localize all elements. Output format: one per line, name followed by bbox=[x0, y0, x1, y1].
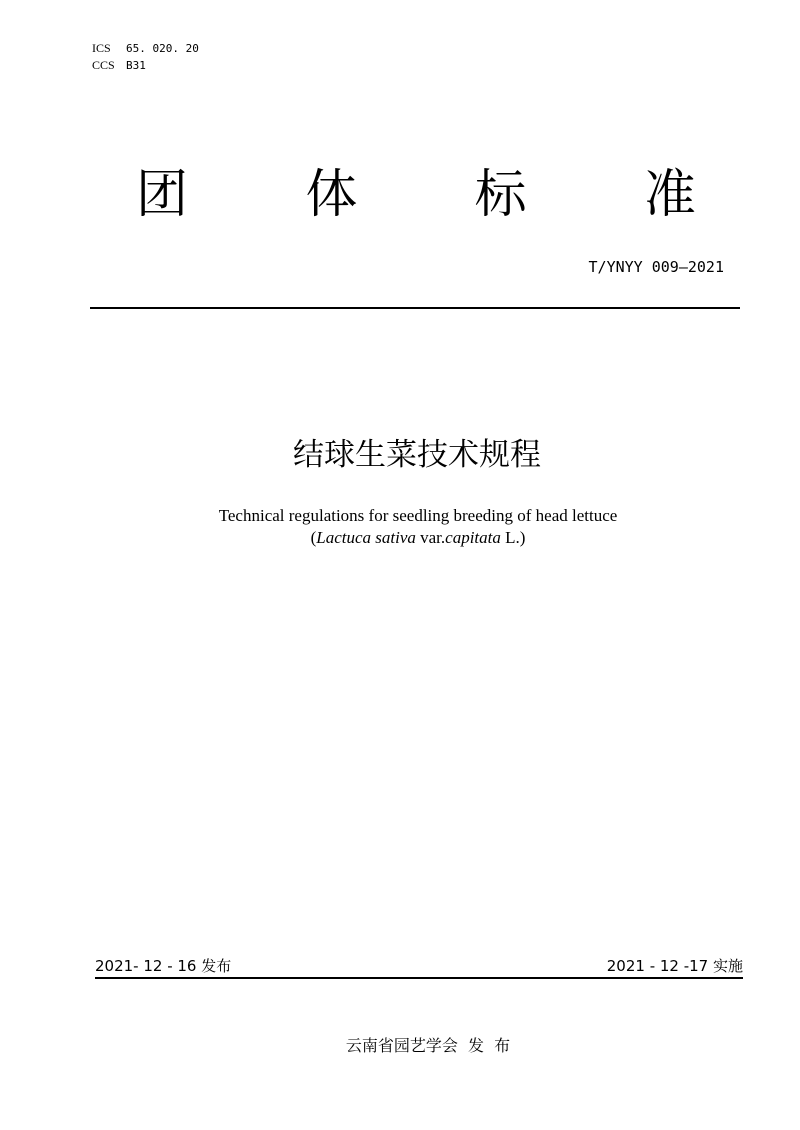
standard-type-char-1: 团 bbox=[136, 165, 189, 225]
document-title-en bbox=[0, 505, 800, 549]
publish-date: 2021- 12 - 16 发布 bbox=[95, 957, 232, 975]
ccs-row bbox=[92, 57, 199, 74]
ics-label: ICS bbox=[92, 41, 111, 55]
standard-type-heading bbox=[92, 160, 740, 230]
title-en-species: Lactuca sativa bbox=[316, 528, 416, 547]
standard-type-char-4: 准 bbox=[643, 165, 696, 225]
standard-type-char-3: 标 bbox=[474, 165, 527, 225]
ics-row bbox=[92, 40, 199, 57]
title-en-line2 bbox=[0, 527, 800, 549]
standard-type-char-2: 体 bbox=[305, 165, 358, 225]
title-en-line1: Technical regulations for seedling breeding of head lettuce bbox=[218, 506, 618, 525]
publisher: 云南省园艺学会 发 布 bbox=[345, 1036, 511, 1055]
bottom-divider bbox=[95, 977, 743, 979]
ccs-label: CCS bbox=[92, 58, 115, 72]
classification-codes bbox=[92, 40, 199, 74]
implement-date: 2021 - 12 -17 实施 bbox=[606, 957, 743, 975]
title-en-var: var. bbox=[415, 528, 446, 547]
title-en-variety: capitata bbox=[445, 528, 501, 547]
top-divider bbox=[90, 307, 740, 309]
ccs-value: B31 bbox=[126, 59, 146, 72]
title-en-open-paren: ( bbox=[310, 528, 317, 547]
title-en-authority: L.) bbox=[500, 528, 526, 547]
document-title-zh: 结球生菜技术规程 bbox=[293, 437, 541, 473]
standard-number: T/YNYY 009—2021 bbox=[588, 258, 724, 276]
ics-value: 65. 020. 20 bbox=[126, 42, 199, 55]
